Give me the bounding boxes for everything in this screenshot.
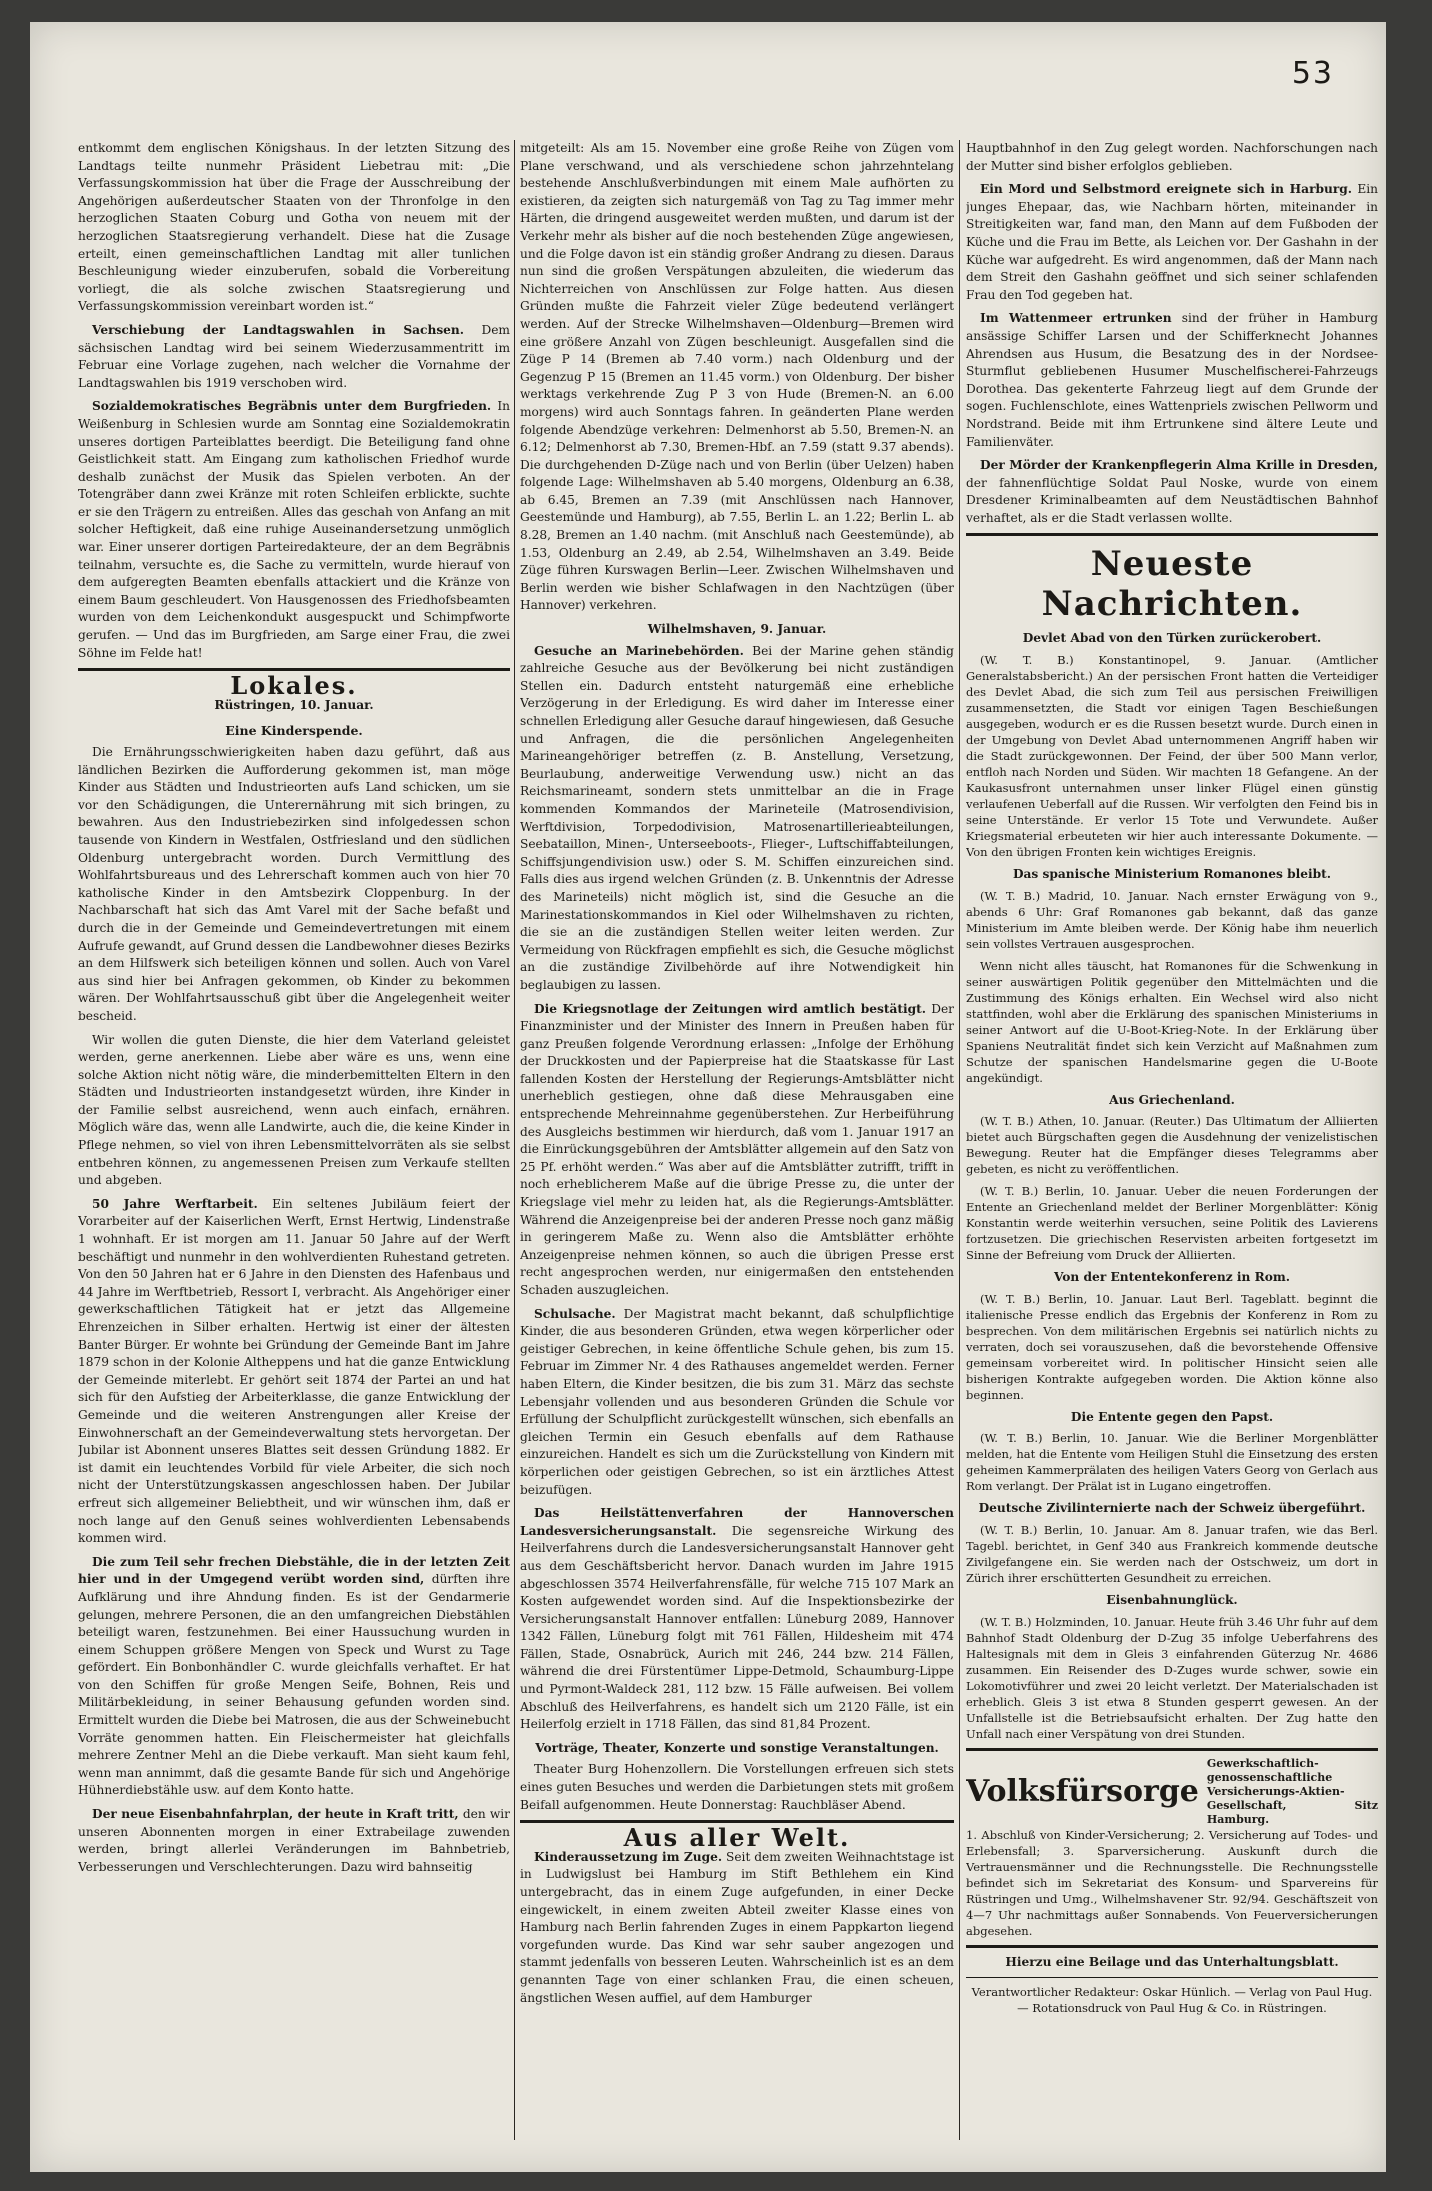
article-text: Bei der Marine gehen ständig zahlreiche Gesuche aus der Bevölkerung bei nicht zuständigen Stellen ein. Dadurch entsteht naturgemäß eine erhebliche Verzögerung in der Erledigung. Es wird daher im Interesse einer schnellen Erledigung aller Gesuche darauf hingewiesen, daß Gesuche und Anfragen, die die persönlichen Angelegenheiten Marineangehöriger betreffen (z. B. Anstellung, Versetzung, Beurlaubung, anderweitige Verwendung usw.) nicht an das Reichsmarineamt, sondern stets unmittelbar an die in Frage kommenden Kommandos der Marineteile (Matrosendivision, Werftdivision, Torpedodivision, Matrosenartillerieabteilungen, Seebataillon, Minen-, Unterseeboots-, Flieger-, Luftschiffabteilungen, Schiffsjungendivision usw.) oder S. M. Schiffen einzureichen sind. Falls dies aus irgend welchen Gründen (z. B. Unkenntnis der Adresse des Marineteils) nicht möglich ist, sind die Gesuche an die Marinestationskommandos in Kiel oder Wilhelmshaven zu richten, die sie an die zuständigen Stellen weiter leiten werden. Zur Vermeidung von Rückfragen empfiehlt es sich, die Gesuche möglichst an die zuständige Zivilbehörde auf ihre Notwendigkeit hin beglaubigen zu lassen. xyxy=(520,643,954,992)
article-heading: Schulsache. xyxy=(534,1306,616,1321)
article-text: Ein junges Ehepaar, das, wie Nachbarn hörten, miteinander in Streitigkeiten war, fand man, den Mann auf dem Fußboden der Küche und die Frau im Bette, als Leichen vor. Der Gashahn in der Küche war aufgedreht. Es wird angenommen, daß der Mann nach dem Streit den Gashahn geöffnet und sich seiner schlafenden Frau den Tod gegeben hat. xyxy=(966,182,1378,302)
news-subheading: Die Entente gegen den Papst. xyxy=(1070,1409,1274,1424)
article-text: der fahnenflüchtige Soldat Paul Noske, wurde von einem Dresdener Kriminalbeamten auf dem Neustädtischen Bahnhof verhaftet, als er die Stadt verlassen wollte. xyxy=(966,475,1378,525)
article-text: Wir wollen die guten Dienste, die hier dem Vaterland geleistet werden, gerne anerkennen. Liebe aber wäre es uns, wenn eine solche Aktion nicht nötig wäre, die minderbemittelten Eltern in den Städten und Industrieorten instandgesetzt würden, ihre Kinder in der Familie selbst ausreichend, wenn auch einfach, ernähren. Möglich wäre das, wenn alle Landwirte, auch die, die keine Kinder in Pflege nehmen, so viel von ihren Lebensmittelvorräten als sie selbst entbehren können, zu angemessenen Preisen zum Verkaufe stellten und abgeben. xyxy=(78,1032,510,1188)
news-subheading: Eisenbahnunglück. xyxy=(1106,1593,1238,1608)
article-text: Die segensreiche Wirkung des Heilverfahrens durch die Landesversicherungsanstalt Hannover geht aus dem Geschäftsbericht hervor. Danach wurden im Jahre 1915 abgeschlossen 3574 Heilverfahrensfälle, für welche 715 107 Mark an Kosten aufgewendet worden sind. Auf die Inspektionsbezirke der Versicherungsanstalt Hannover entfallen: Lüneburg 2089, Hannover 1342 Fällen, Lüneburg folgt mit 761 Fällen, Hildesheim mit 474 Fällen, Stade, Osnabrück, Aurich mit 246, 244 bzw. 214 Fällen, während die drei Fürstentümer Lippe-Detmold, Schaumburg-Lippe und Pyrmont-Waldeck 281, 112 bzw. 15 Fälle aufweisen. Bei vollem Abschluß des Heilverfahrens, es handelt sich um 2120 Fälle, ist ein Heilerfolg erzielt in 1718 Fällen, das sind 81,84 Prozent. xyxy=(520,1523,954,1732)
column-1 xyxy=(78,140,510,2160)
ad-tagline: Gewerkschaftlich-genossenschaftliche Versicherungs-Aktien-Gesellschaft, Sitz Hamburg. xyxy=(1206,1756,1378,1826)
article-text: entkommt dem englischen Königshaus. In der letzten Sitzung des Landtags teilte nunmehr Präsident Liebetrau mit: „Die Verfassungskommission hat über die Frage der Ausschreibung der Angehörigen außerdeutscher Staaten von der Thronfolge in den herzoglichen Staaten Coburg und Gotha von neuem mit der herzoglichen Staatsregierung verhandelt. Diese hat die Zusage erteilt, einen gemeinschaftlichen Landtag mit aller tunlichen Beschleunigung wieder einzuberufen, sobald die Vorbereitung vorliegt, die als solche zwischen Staatsregierung und Verfassungskommission vereinbart worden ist.“ xyxy=(78,141,510,314)
ad-brand-name: Volksfürsorge xyxy=(966,1773,1199,1809)
section-title-lokales: Lokales. xyxy=(230,671,358,701)
dateline: Wilhelmshaven, 9. Januar. xyxy=(647,622,827,637)
page-number: 53 xyxy=(1291,56,1334,91)
ad-divider xyxy=(966,1748,1378,1751)
article-text: Ein seltenes Jubiläum feiert der Vorarbeiter auf der Kaiserlichen Werft, Ernst Hertwig, Lindenstraße 1 wohnhaft. Er ist morgen am 11. Januar 50 Jahre auf der Werft beschäftigt und nunmehr in den wohlverdienten Ruhestand getreten. Von den 50 Jahren hat er 6 Jahre in den Diensten des Hafenbaus und 44 Jahre im Werftbetrieb, Ressort I, verbracht. Als Angehöriger einer gewerkschaftlichen Tätigkeit hat er jetzt das Allgemeine Ehrenzeichen in Silber erhalten. Hertwig ist einer der ältesten Banter Bürger. Er wohnte bei Gründung der Gemeinde Bant im Jahre 1879 schon in der Kolonie Altheppens und hat die ganze Entwicklung der Gemeinde miterlebt. Er gehört seit 1874 der Partei an und hat sich für den Aufstieg der Arbeiterklasse, die ganze Entwicklung der Gemeinde und die weiteren Anstrengungen aller Kreise der Einwohnerschaft an der Gemeindeverwaltung stets hervorgetan. Der Jubilar ist Abonnent unseres Blattes seit dessen Gründung 1882. Er ist damit ein leuchtendes Vorbild für viele Arbeiter, die sich noch nicht der Unterstützungskassen angeschlossen haben. Der Jubilar erfreut sich allgemeiner Beliebtheit, und wir wünschen ihm, daß er noch lange auf den Genuß seines wohlverdienten Lebensabends kommen wird. xyxy=(78,1196,510,1546)
section-divider xyxy=(966,533,1378,536)
news-text: (W. T. B.) Holzminden, 10. Januar. Heute früh 3.46 Uhr fuhr auf dem Bahnhof Stadt Oldenburg der D-Zug 35 infolge Ueberfahrens des Haltesignals mit dem in Gleis 3 einfahrenden Güterzug Nr. 4686 zusammen. Ein Reisender des D-Zuges wurde schwer, sowie ein Lokomotivführer und zwei 20 leicht verletzt. Der Materialschaden ist erheblich. Gleis 3 ist etwa 8 Stunden gesperrt gewesen. An der Unfallstelle ist die Betriebsaufsicht erhalten. Der Zug hatte den Unfall nach einer Verspätung von drei Stunden. xyxy=(966,1614,1378,1741)
news-text: (W. T. B.) Berlin, 10. Januar. Am 8. Januar trafen, wie das Berl. Tagebl. berichtet, in Genf 340 aus Frankreich kommende deutsche Zivilgefangene ein. Sie werden nach der Ostschweiz, um dort in Zürich ihrer erschütterten Gesundheit zu erreichen. xyxy=(966,1523,1378,1586)
news-text: (W. T. B.) Madrid, 10. Januar. Nach ernster Erwägung von 9., abends 6 Uhr: Graf Romanones gab bekannt, daß das ganze Ministerium im Amte bleiben werde. Der König habe ihm neuerlich sein vollstes Vertrauen ausgesprochen. xyxy=(966,888,1378,951)
article-heading: Der Mörder der Krankenpflegerin Alma Krille in Dresden, xyxy=(980,458,1378,473)
article-heading: Verschiebung der Landtagswahlen in Sachsen. xyxy=(92,322,465,337)
article-text: Theater Burg Hohenzollern. Die Vorstellungen erfreuen sich stets eines guten Besuches und werden die Darbietungen stets mit großem Beifall aufgenommen. Heute Donnerstag: Rauchbläser Abend. xyxy=(520,1762,954,1812)
imprint: Verantwortlicher Redakteur: Oskar Hünlich. — Verlag von Paul Hug. — Rotationsdruck von Paul Hug & Co. in Rüstringen. xyxy=(971,1985,1373,2016)
news-subheading: Aus Griechenland. xyxy=(1109,1092,1235,1107)
article-text: mitgeteilt: Als am 15. November eine große Reihe von Zügen vom Plane verschwand, und als verschiedene schon jahrzehntelang bestehende Anschlußverbindungen mit einem Male aufhörten zu existieren, da zeigten sich naturgemäß von Tag zu Tag immer mehr Härten, die dringend ausgeweitet werden mußten, und darum ist der Verkehr mehr als bisher auf die noch bestehenden Züge angewiesen, und die Folge davon ist ein ständig großer Andrang zu diesen. Daraus nun sind die großen Verspätungen abzuleiten, die wiederum das Nichterreichen von Anschlüssen zur Folge hatten. Aus diesen Gründen mußte die Fahrzeit vieler Züge bedeutend verlängert werden. Auf der Strecke Wilhelmshaven—Oldenburg—Bremen wird eine größere Anzahl von Zügen beschleunigt. Ausgefallen sind die Züge P 14 (Bremen ab 7.40 vorm.) nach Oldenburg und der Gegenzug P 15 (Bremen an 11.45 vorm.) von Oldenburg. Der bisher werktags verkehrende Zug P 3 von Hude (Bremen-N. an 6.00 morgens) wird auch Sonntags fahren. In geänderten Plane werden folgende Abendzüge verkehren: Delmenhorst ab 5.50, Bremen-N. an 6.12; Delmenhorst ab 7.30, Bremen-Hbf. an 7.59 (statt 9.37 abends). Die durchgehenden D-Züge nach und von Berlin (über Uelzen) haben folgende Lage: Wilhelmshaven ab 5.40 morgens, Oldenburg an 6.38, ab 6.45, Bremen an 7.39 (mit Anschlüssen nach Hannover, Geestemünde und Hamburg), ab 7.55, Berlin L. an 1.22; Berlin L. ab 8.28, Bremen an 1.40 nachm. (mit Anschluß nach Geestemünde), ab 1.53, Oldenburg an 2.49, ab 2.54, Wilhelmshaven an 3.49. Beide Züge führen Kurswagen Berlin—Leer. Zwischen Wilhelmshaven und Berlin werden wie bisher Schlafwagen in den Nachtzügen (über Hannover) verkehren. xyxy=(520,141,954,613)
newspaper-page xyxy=(30,22,1386,2172)
article-text: Die Ernährungsschwierigkeiten haben dazu geführt, daß aus ländlichen Bezirken die Aufforderung gekommen ist, man möge Kinder aus Städten und Industrieorten aufs Land schicken, um sie vor den Schädigungen, die Unterernährung mit sich bringen, zu bewahren. Aus den Industriebezirken sind infolgedessen schon tausende von Kindern in Westfalen, Ostfriesland und den südlichen Oldenburg untergebracht worden. Durch Vermittlung des Wohlfahrtsbureaus und des Lehrerschaft kommen auch von hier 70 katholische Kinder in den Amtsbezirk Cloppenburg. In der Nachbarschaft hat sich das Amt Varel mit der Sache befaßt und durch die in der Gemeinde und Gemeindevertretungen mit einem Aufrufe gewandt, auf Grund dessen die Landbewohner dieses Bezirks an dem Hilfswerk sich beteiligen können und sollen. Auch von Varel aus sind hier bei Anfragen gekommen, ob Kinder zu bekommen wären. Der Wohlfahrtsausschuß gibt über die Angelegenheit weiter bescheid. xyxy=(78,745,510,1023)
article-heading: Eine Kinderspende. xyxy=(225,723,363,739)
news-text: (W. T. B.) Berlin, 10. Januar. Wie die Berliner Morgenblätter melden, hat die Entente vom Heiligen Stuhl die Einsetzung des ersten geheimen Kammerprälaten des heiligen Vaters Georg von Gerlach aus Rom verlangt. Der Prälat ist in Lugano eingetroffen. xyxy=(966,1431,1378,1494)
article-heading: Der neue Eisenbahnfahrplan, der heute in Kraft tritt, xyxy=(92,1807,459,1822)
column-rule xyxy=(514,140,515,2140)
section-title-neueste-nachrichten: Neueste Nachrichten. xyxy=(1041,544,1303,625)
news-subheading: Devlet Abad von den Türken zurückerobert. xyxy=(1022,631,1322,646)
news-text: (W. T. B.) Konstantinopel, 9. Januar. (Amtlicher Generalstabsbericht.) An der persischen Front hatten die Verteidiger des Devlet Abad, die sich zum Teil aus persischen Freiwilligen zusammensetzten, die Stadt vor einigen Tagen Beschießungen ausgegeben, wodurch er es die Russen besetzt wurde. Durch einen in der Umgebung von Devlet Abad unternommenen Angriff haben wir die Stadt zurückgewonnen. Der Feind, der über 500 Mann verlor, entfloh nach Norden und Süden. Wir machten 18 Gefangene. An der Kaukasusfront unternahmen unser linker Flügel einen günstig verlaufenen Ueberfall auf die Russen. Wir verfolgten den Feind bis in seine Unterstände. Er verlor 15 Tote und Verwundete. Außer Kriegsmaterial erbeuteten wir hier auch interessante Dokumente. — Von den übrigen Fronten kein wichtiges Ereignis. xyxy=(966,653,1378,860)
article-text: Der Magistrat macht bekannt, daß schulpflichtige Kinder, die aus besonderen Gründen, etwa wegen körperlicher oder geistiger Gebrechen, in keine öffentliche Schule gehen, bis zum 15. Februar im Zimmer Nr. 4 des Rathauses angemeldet werden. Ferner haben Eltern, die Kinder besitzen, die bis zum 31. März das sechste Lebensjahr vollenden und aus besonderen Gründen die Schule vor Erfüllung der Schulpflicht zurückgestellt wünschen, sich ebenfalls an gleichen Termin ein Gesuch ebenfalls auf dem Rathause einzureichen. Handelt es sich um die Zurückstellung von Kindern mit körperlichen oder geistigen Gebrechen, so ist ein ärztliches Attest beizufügen. xyxy=(520,1306,954,1497)
news-text: (W. T. B.) Berlin, 10. Januar. Laut Berl. Tageblatt. beginnt die italienische Presse endlich das Ergebnis der Konferenz in Rom zu besprechen. Von dem militärischen Ergebnis sei natürlich nichts zu verraten, doch sei vorauszusehen, daß die bevorstehende Offensive gemeinsam vorbereitet wird. In politischer Hinsicht seien alle bisherigen Kontrakte aufgegeben worden. Die Aktion könne also beginnen. xyxy=(966,1291,1378,1402)
article-text: Dem sächsischen Landtag wird bei seinem Wiederzusammentritt im Februar eine Vorlage zugehen, nach welcher die Vornahme der Landtagswahlen bis 1919 verschoben wird. xyxy=(78,322,510,390)
article-text: dürften ihre Aufklärung und ihre Ahndung finden. Es ist der Gendarmerie gelungen, mehrere Personen, die an den umfangreichen Diebstählen beteiligt waren, festzunehmen. Bei einer Haussuchung wurden in einem Schuppen größere Mengen von Speck und Wurst zu Tage gefördert. Ein Bonbonhändler C. wurde gleichfalls verhaftet. Er hat von den Schiffen für große Mengen Seife, Bohnen, Reis und Militärbekleidung, in seiner Behausung gefunden worden sind. Ermittelt wurden die Diebe bei Matrosen, die aus der Schweinebucht Vorräte genommen hatten. Ein Fleischermeister hat gleichfalls mehrere Zentner Mehl an die Diebe verkauft. Man sieht kaum fehl, wenn man annimmt, daß die gesamte Bande für sich und Angehörige Hühnerdiebstähle usw. auf dem Konto hatte. xyxy=(78,1572,510,1798)
article-heading: Im Wattenmeer ertrunken xyxy=(980,311,1172,326)
news-text: (W. T. B.) Berlin, 10. Januar. Ueber die neuen Forderungen der Entente an Griechenland meldet der Berliner Morgenblätter: König Konstantin werde weiterhin versuchen, seine Politik des Lavierens fortzusetzen. Die griechischen Reservisten arbeiten fortgesetzt im Sinne der Befreiung vom Druck der Alliierten. xyxy=(966,1184,1378,1263)
article-heading: 50 Jahre Werftarbeit. xyxy=(92,1196,258,1211)
news-subheading: Deutsche Zivilinternierte nach der Schweiz übergeführt. xyxy=(978,1501,1366,1516)
news-text: Wenn nicht alles täuscht, hat Romanones für die Schwenkung in seiner auswärtigen Politik gegenüber den Mittelmächten und die Zustimmung des Königs erhalten. Ein Wechsel wird also nicht stattfinden, wohl aber die Erklärung des spanischen Ministeriums in seiner Antwort auf die U-Boot-Krieg-Note. In der Erklärung über Spaniens Neutralität findet sich kein Verzicht auf Maßnahmen zum Schutze der spanischen Handelsmarine gegen die U-Boote angekündigt. xyxy=(966,958,1378,1085)
section-divider xyxy=(966,1977,1378,1978)
article-heading: Gesuche an Marinebehörden. xyxy=(534,643,744,658)
article-heading: Kinderaussetzung im Zuge. xyxy=(534,1849,723,1864)
news-text: (W. T. B.) Athen, 10. Januar. (Reuter.) Das Ultimatum der Alliierten bietet auch Bürgschaften gegen die Ausdehnung der venizelistischen Bewegung. Reuter hat die Empfänger dieses Telegramms aber gebeten, es nicht zu veröffentlichen. xyxy=(966,1114,1378,1177)
article-heading: Ein Mord und Selbstmord ereignete sich in Harburg. xyxy=(980,182,1353,197)
article-text: sind der früher in Hamburg ansässige Schiffer Larsen und der Schifferknecht Johannes Ahrendsen aus Husum, die Besatzung des in der Nordsee-Sturmflut gebliebenen Husumer Muschelfischerei-Fahrzeugs Dorothea. Das gekenterte Fahrzeug liegt auf dem Grunde der sogen. Fuchlenschlote, eines Wattenpriels zwischen Pellworm und Nordstrand. Beide mit ihm Ertrunkene sind ältere Leute und Familienväter. xyxy=(966,311,1378,449)
dateline: Rüstringen, 10. Januar. xyxy=(214,697,374,712)
supplement-note: Hierzu eine Beilage und das Unterhaltungsblatt. xyxy=(1005,1954,1339,1969)
advertisement-volksfuersorge xyxy=(966,1757,1378,1827)
column-rule xyxy=(959,140,960,2140)
news-subheading: Von der Ententekonferenz in Rom. xyxy=(1053,1270,1291,1285)
article-text: In Weißenburg in Schlesien wurde am Sonntag eine Sozialdemokratin unseres dortigen Parteiblattes beerdigt. Die Beteiligung fand ohne Geistlichkeit statt. Am Eingang zum katholischen Friedhof wurde deshalb zunächst der Musik das Spielen verboten. An der Totengräber dann zwei Kränze mit roten Schleifen erblickte, suchte er sie den Trägern zu entreißen. Alles das geschah von Anfang an mit solcher Heftigkeit, daß eine ruhige Auseinandersetzung unmöglich war. Einer unserer dortigen Parteiredakteure, der an dem Begräbnis teilnahm, versuchte es, die Sache zu vermitteln, wurde hierauf von dem aufgeregten Beamten ebenfalls attackiert und die Kränze von einem Baum geschleudert. Von Hausgenossen des Friedhofsbeamten wurden von dem Leichenkondukt ausgespuckt und Schimpfworte gerufen. — Und das im Burgfrieden, am Sarge einer Frau, die zwei Söhne im Felde hat! xyxy=(78,399,510,660)
article-heading: Die Kriegsnotlage der Zeitungen wird amtlich bestätigt. xyxy=(534,1001,927,1016)
article-text: Seit dem zweiten Weihnachtstage ist in Ludwigslust bei Hamburg im Stift Bethlehem ein Kind untergebracht, das in einem Zuge aufgefunden, in einer Decke eingewickelt, in einem zweiten Abteil zweiter Klasse eines von Hamburg nach Berlin fahrenden Zuges in einem Pappkarton liegend vorgefunden wurde. Das Kind war sehr sauber angezogen und stammt jedenfalls von besseren Leuten. Wahrscheinlich ist es an dem genannten Tage von einer schlanken Frau, die einen scheuen, ängstlichen Wesen auffiel, auf dem Hamburger xyxy=(520,1849,954,2005)
article-heading: Das Heilstättenverfahren der Hannoverschen Landesversicherungsanstalt. xyxy=(520,1506,954,1538)
news-subheading: Das spanische Ministerium Romanones bleibt. xyxy=(1012,867,1332,882)
section-divider xyxy=(966,1945,1378,1948)
article-text: Der Finanzminister und der Minister des Innern in Preußen haben für ganz Preußen folgende Verordnung erlassen: „Infolge der Erhöhung der Druckkosten und der Papierpreise hat die Staatskasse für Last fallenden Kosten der Herstellung der Regierungs-Amtsblätter nicht unerheblich gestiegen, ohne daß diese Mehrausgaben eine entsprechende Mehreinnahme gegenüberstehen. Zur Herbeiführung des Ausgleichs bestimmen wir hierdurch, daß vom 1. Januar 1917 an die Einrückungsgebühren der Amtsblätter allgemein auf den Satz von 25 Pf. erhöht werden.“ Was aber auf die Amtsblätter zutrifft, trifft in noch erheblicherem Maße auf die übrige Presse zu, die unter der Kriegslage viel mehr zu leiden hat, als die Regierungs-Amtsblätter. Während die Anzeigenpreise bei der anderen Presse noch ganz mäßig in geringerem Maße zu. Wenn also die Amtsblätter erhöhte Anzeigenpreise nehmen können, so auch die übrigen Presse erst recht angesprochen werden, nur einigermaßen den entstehenden Schaden auszugleichen. xyxy=(520,1001,954,1297)
ad-text: 1. Abschluß von Kinder-Versicherung; 2. Versicherung auf Todes- und Erlebensfall; 3. Sparversicherung. Auskunft durch die Vertrauensmänner und die Rechnungsstelle. Die Rechnungsstelle befindet sich im Sekretariat des Konsum- und Sparvereins für Rüstringen und Umg., Wilhelmshavener Str. 92/94. Geschäftszeit von 4—7 Uhr nachmittags außer Sonnabends. Von Feuerversicherungen abgesehen. xyxy=(966,1827,1378,1938)
article-text: Hauptbahnhof in den Zug gelegt worden. Nachforschungen nach der Mutter sind bisher erfolglos geblieben. xyxy=(966,141,1378,173)
article-text: den wir unseren Abonnenten morgen in einer Extrabeilage zuwenden werden, bringt allerlei Veränderungen im Bahnbetrieb, Verbesserungen und Verschlechterungen. Dazu wird bahnseitig xyxy=(78,1807,510,1874)
article-heading: Sozialdemokratisches Begräbnis unter dem Burgfrieden. xyxy=(92,399,492,414)
section-title-aus-aller-welt: Aus aller Welt. xyxy=(623,1823,851,1853)
column-3 xyxy=(966,140,1378,2160)
article-heading: Die zum Teil sehr frechen Diebstähle, die in der letzten Zeit hier und in der Umgegend verübt worden sind, xyxy=(78,1554,510,1587)
section-heading-events: Vorträge, Theater, Konzerte und sonstige Veranstaltungen. xyxy=(535,1740,939,1755)
column-2 xyxy=(520,140,954,2160)
